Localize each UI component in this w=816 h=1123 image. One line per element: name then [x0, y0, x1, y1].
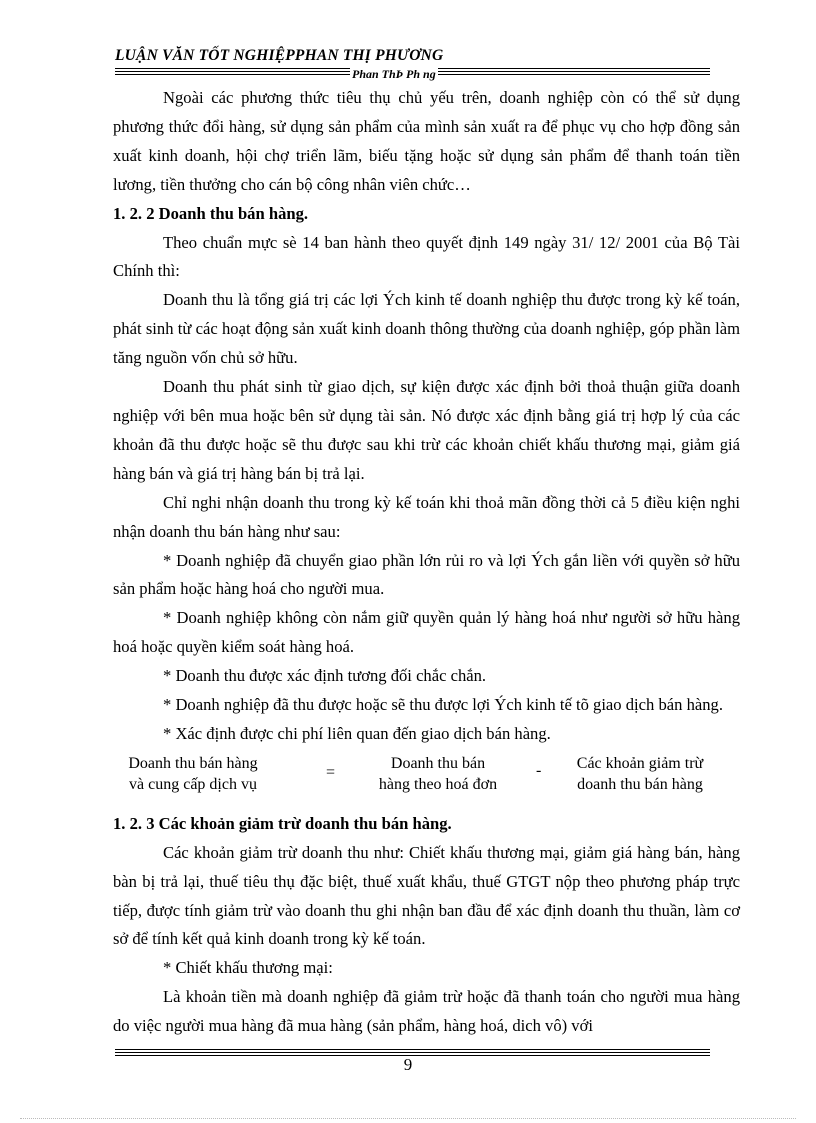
page-bottom-edge — [20, 1118, 796, 1119]
paragraph-sales-methods: Ngoài các phương thức tiêu thụ chủ yếu trên, doanh nghiệp còn có thể sử dụng phương thức đổi hàng, sử dụng sản phẩm của mình sản xuất ra để phục vụ cho hợp đồng sản xuất kinh doanh, hội chợ triển lãm, biếu tặng hoặc sử dụng sản phẩm để thanh toán tiền lương, tiền thưởng cho cán bộ công nhân viên chức… — [113, 88, 740, 194]
condition-item: * Doanh nghiệp không còn nắm giữ quyền quản lý hàng hoá như người sở hữu hàng hoá hoặc quyền kiểm soát hàng hoá. — [113, 608, 740, 657]
formula-left-line2: và cung cấp dịch vụ — [129, 775, 257, 793]
condition-item: * Doanh thu được xác định tương đối chắc chắn. — [163, 666, 487, 686]
paragraph-deductions: Các khoản giảm trừ doanh thu như: Chiết khấu thương mại, giảm giá hàng bán, hàng bàn bị trả lại, thuế tiêu thụ đặc biệt, thuế xuất khẩu, thuế GTGT nộp theo phương pháp trực tiếp, được tính giảm trừ vào doanh thu ghi nhận ban đầu để xác định doanh thu thuần, làm cơ sở để tính kết quả kinh doanh trong kỳ kế toán. — [113, 842, 740, 949]
revenue-formula — [113, 753, 740, 801]
formula-minus-sign: - — [536, 761, 542, 779]
formula-right-term — [560, 753, 720, 795]
condition-item: * Doanh nghiệp đã chuyển giao phần lớn rủi ro và lợi Ých gắn liền với quyền sở hữu sản phẩm hoặc hàng hoá cho người mua. — [113, 550, 740, 599]
footer-rule-middle — [115, 1052, 710, 1053]
formula-right-line2: doanh thu bán hàng — [577, 775, 703, 793]
formula-middle-line2: hàng theo hoá đơn — [378, 775, 498, 793]
paragraph-revenue-origin: Doanh thu phát sinh từ giao dịch, sự kiện được xác định bởi thoả thuận giữa doanh nghiệp với bên mua hoặc bên sử dụng tài sản. Nó được xác định bằng giá trị hợp lý của các khoản đã thu được hoặc sẽ thu được sau khi trừ các khoản chiết khấu thương mại, giảm giá hàng bán và giá trị hàng bán bị trả lại. — [113, 377, 740, 483]
paragraph-trade-discount: Là khoản tiền mà doanh nghiệp đã giảm trừ hoặc đã thanh toán cho người mua hàng do việc người mua hàng đã mua hàng (sản phẩm, hàng hoá, dich vô) với — [113, 987, 740, 1036]
formula-equals-sign: = — [326, 763, 336, 781]
document-header-title: LUẬN VĂN TỐT NGHIỆPPHAN THỊ PHƯƠNG — [115, 47, 444, 64]
paragraph-revenue-definition: Doanh thu là tổng giá trị các lợi Ých kinh tế doanh nghiệp thu được trong kỳ kế toán, phát sinh từ các hoạt động sản xuất kinh doanh thông thường của doanh nghiệp, góp phần làm tăng nguồn vốn chủ sở hữu. — [113, 290, 740, 368]
section-heading-deductions: 1. 2. 3 Các khoản giảm trừ doanh thu bán hàng. — [113, 813, 452, 833]
document-header-subtitle: Phan ThÞ Ph ng — [352, 67, 436, 81]
formula-middle-term — [358, 753, 518, 795]
formula-middle-line1: Doanh thu bán — [390, 754, 486, 772]
paragraph-recognition-conditions: Chỉ nghi nhận doanh thu trong kỳ kế toán khi thoả mãn đồng thời cả 5 điều kiện nghi nhận doanh thu bán hàng như sau: — [113, 492, 740, 541]
formula-left-line1: Doanh thu bán hàng — [128, 754, 258, 772]
paragraph-trade-discount-label: * Chiết khấu thương mại: — [163, 958, 333, 978]
footer-rule-top — [115, 1049, 710, 1050]
condition-item: * Doanh nghiệp đã thu được hoặc sẽ thu được lợi Ých kinh tế tõ giao dịch bán hàng. — [163, 695, 723, 715]
condition-item: * Xác định được chi phí liên quan đến giao dịch bán hàng. — [163, 723, 551, 743]
page-body — [113, 84, 740, 1041]
page-number: 9 — [403, 1055, 413, 1074]
formula-left-term — [113, 753, 273, 795]
paragraph-standard-14: Theo chuẩn mực sè 14 ban hành theo quyết định 149 ngày 31/ 12/ 2001 của Bộ Tài Chính thì: — [113, 232, 740, 281]
formula-right-line1: Các khoản giảm trừ — [576, 754, 704, 772]
section-heading-revenue: 1. 2. 2 Doanh thu bán hàng. — [113, 203, 309, 223]
